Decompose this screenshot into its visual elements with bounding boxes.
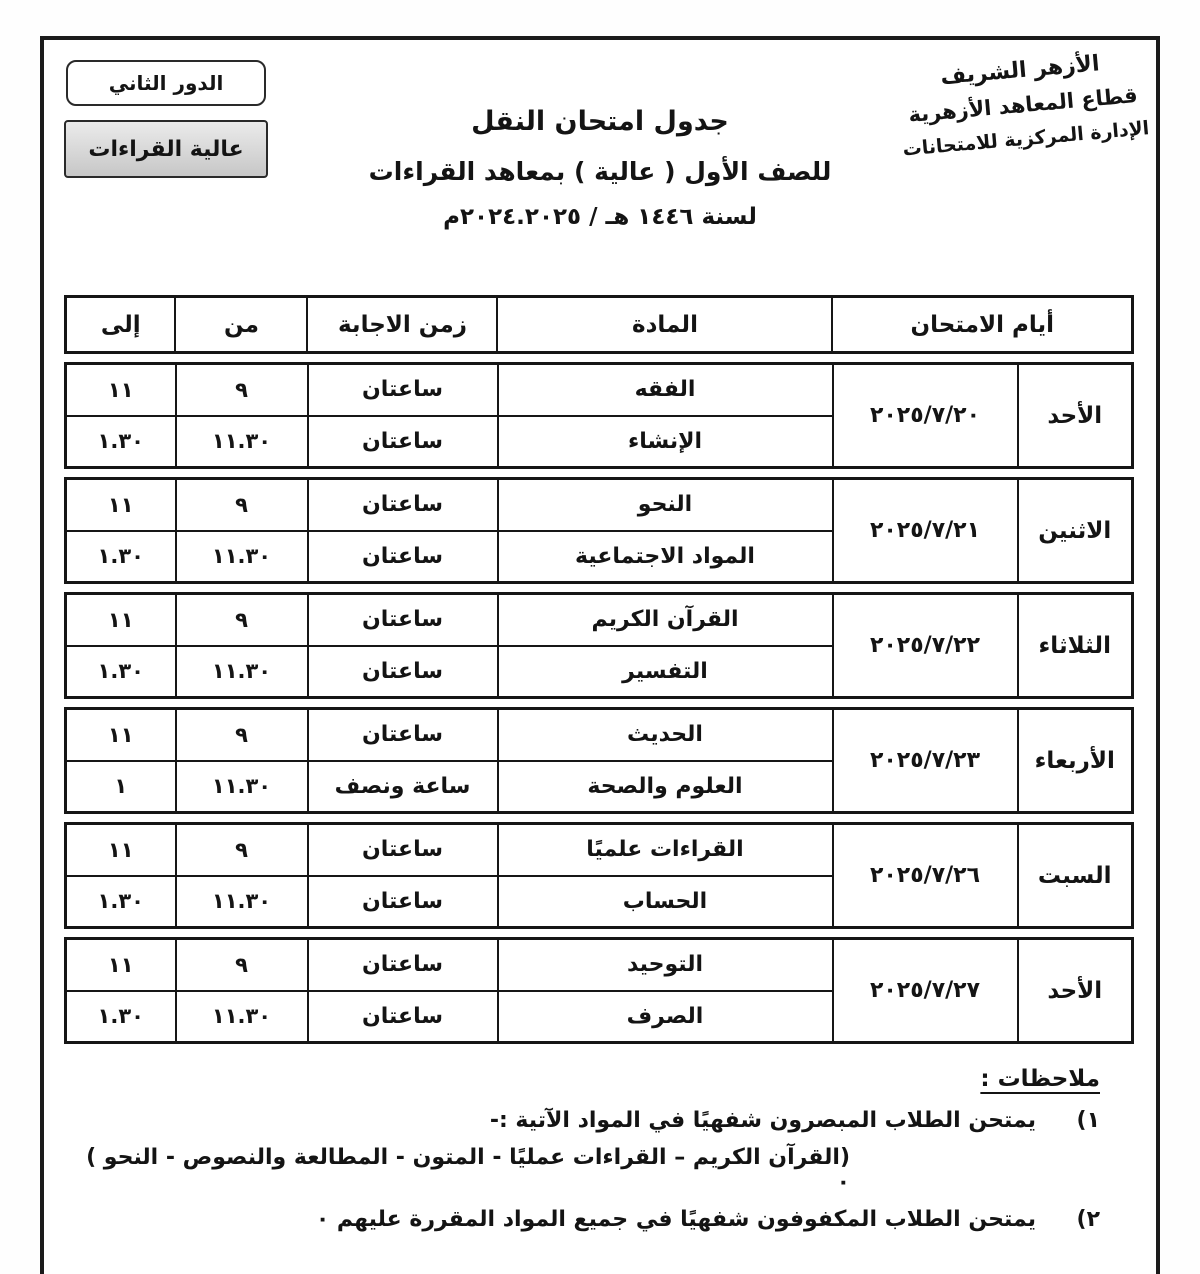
duration-cell: ساعتان <box>308 479 498 531</box>
day-cell: الثلاثاء <box>1018 594 1133 698</box>
duration-cell: ساعتان <box>308 531 498 583</box>
subject-cell: القراءات علميًا <box>498 824 833 876</box>
date-cell: ٢٠٢٥/٧/٢٧ <box>833 939 1018 1043</box>
round-badge-label: الدور الثاني <box>108 71 224 95</box>
duration-cell: ساعتان <box>308 991 498 1043</box>
note-number: ٢) <box>1076 1207 1100 1232</box>
schedule-header-table <box>64 295 1134 354</box>
subject-cell: التوحيد <box>498 939 833 991</box>
from-cell: ١١.٣٠ <box>176 761 308 813</box>
round-badge <box>66 60 266 106</box>
note-text: يمتحن الطلاب المكفوفون شفهيًا في جميع المواد المقررة عليهم ٠ <box>315 1207 1036 1232</box>
duration-cell: ساعتان <box>308 646 498 698</box>
schedule-day-groups <box>67 362 1134 1044</box>
schedule-row <box>66 824 1133 876</box>
subject-cell: الصرف <box>498 991 833 1043</box>
note-item-2 <box>84 1207 1100 1232</box>
duration-cell: ساعتان <box>308 594 498 646</box>
logo-line: قطاع المعاهد الأزهرية <box>907 83 1139 127</box>
to-cell: ١١ <box>66 824 176 876</box>
note-item-1 <box>84 1108 1100 1133</box>
from-cell: ١١.٣٠ <box>176 876 308 928</box>
to-cell: ١١ <box>66 594 176 646</box>
header-from: من <box>175 297 307 353</box>
subject-cell: الفقه <box>498 364 833 416</box>
day-cell: الاثنين <box>1018 479 1133 583</box>
duration-cell: ساعة ونصف <box>308 761 498 813</box>
day-cell: السبت <box>1018 824 1133 928</box>
from-cell: ١١.٣٠ <box>176 531 308 583</box>
to-cell: ١١ <box>66 709 176 761</box>
from-cell: ٩ <box>176 364 308 416</box>
document-subtitle: للصف الأول ( عالية ) بمعاهد القراءات <box>368 157 832 186</box>
schedule-header-row <box>65 297 1132 353</box>
duration-cell: ساعتان <box>308 709 498 761</box>
schedule-day-group <box>64 937 1134 1044</box>
subject-cell: الحديث <box>498 709 833 761</box>
header-exam-days: أيام الامتحان <box>832 297 1132 353</box>
subject-cell: الإنشاء <box>498 416 833 468</box>
document-frame <box>40 36 1160 1274</box>
header-subject: المادة <box>497 297 832 353</box>
notes-title: ملاحظات : <box>980 1066 1100 1092</box>
to-cell: ١.٣٠ <box>66 531 176 583</box>
subject-cell: العلوم والصحة <box>498 761 833 813</box>
logo-line: الإدارة المركزية للامتحانات <box>901 117 1151 161</box>
header-to: إلى <box>65 297 175 353</box>
from-cell: ١١.٣٠ <box>176 991 308 1043</box>
date-cell: ٢٠٢٥/٧/٢٠ <box>833 364 1018 468</box>
duration-cell: ساعتان <box>308 876 498 928</box>
from-cell: ٩ <box>176 709 308 761</box>
schedule-row <box>66 939 1133 991</box>
schedule-day-group <box>64 707 1134 814</box>
day-cell: الأحد <box>1018 364 1133 468</box>
subject-cell: المواد الاجتماعية <box>498 531 833 583</box>
document-title: جدول امتحان النقل <box>471 106 729 137</box>
duration-cell: ساعتان <box>308 939 498 991</box>
note-number: ١) <box>1076 1108 1100 1133</box>
subject-cell: النحو <box>498 479 833 531</box>
document-titles <box>44 106 1156 230</box>
exam-schedule <box>67 295 1134 1052</box>
to-cell: ١.٣٠ <box>66 416 176 468</box>
to-cell: ١ <box>66 761 176 813</box>
subject-cell: القرآن الكريم <box>498 594 833 646</box>
date-cell: ٢٠٢٥/٧/٢٦ <box>833 824 1018 928</box>
to-cell: ١.٣٠ <box>66 991 176 1043</box>
header-duration: زمن الاجابة <box>307 297 497 353</box>
to-cell: ١١ <box>66 939 176 991</box>
day-cell: الأحد <box>1018 939 1133 1043</box>
from-cell: ١١.٣٠ <box>176 646 308 698</box>
subject-cell: التفسير <box>498 646 833 698</box>
duration-cell: ساعتان <box>308 416 498 468</box>
subject-cell: الحساب <box>498 876 833 928</box>
schedule-day-group <box>64 822 1134 929</box>
date-cell: ٢٠٢٥/٧/٢٢ <box>833 594 1018 698</box>
schedule-row <box>66 479 1133 531</box>
duration-cell: ساعتان <box>308 364 498 416</box>
schedule-day-group <box>64 477 1134 584</box>
to-cell: ١١ <box>66 364 176 416</box>
schedule-row <box>66 709 1133 761</box>
from-cell: ٩ <box>176 479 308 531</box>
schedule-row <box>66 364 1133 416</box>
duration-cell: ساعتان <box>308 824 498 876</box>
day-cell: الأربعاء <box>1018 709 1133 813</box>
to-cell: ١.٣٠ <box>66 646 176 698</box>
schedule-day-group <box>64 362 1134 469</box>
logo-line: الأزهر الشريف <box>939 51 1101 91</box>
from-cell: ٩ <box>176 939 308 991</box>
schedule-row <box>66 594 1133 646</box>
schedule-day-group <box>64 592 1134 699</box>
notes-section <box>84 1066 1100 1244</box>
to-cell: ١.٣٠ <box>66 876 176 928</box>
section-badge-label: عالية القراءات <box>88 136 244 162</box>
from-cell: ٩ <box>176 824 308 876</box>
date-cell: ٢٠٢٥/٧/٢٣ <box>833 709 1018 813</box>
document-year-line: لسنة ١٤٤٦ هـ / ٢٠٢٤.٢٠٢٥م <box>443 204 757 230</box>
date-cell: ٢٠٢٥/٧/٢١ <box>833 479 1018 583</box>
note-text: يمتحن الطلاب المبصرون شفهيًا في المواد الآتية :- <box>489 1108 1036 1133</box>
from-cell: ٩ <box>176 594 308 646</box>
from-cell: ١١.٣٠ <box>176 416 308 468</box>
note-subjects-list: (القرآن الكريم – القراءات عمليًا - المتون - المطالعة والنصوص - النحو ) ٠ <box>86 1145 850 1195</box>
to-cell: ١١ <box>66 479 176 531</box>
